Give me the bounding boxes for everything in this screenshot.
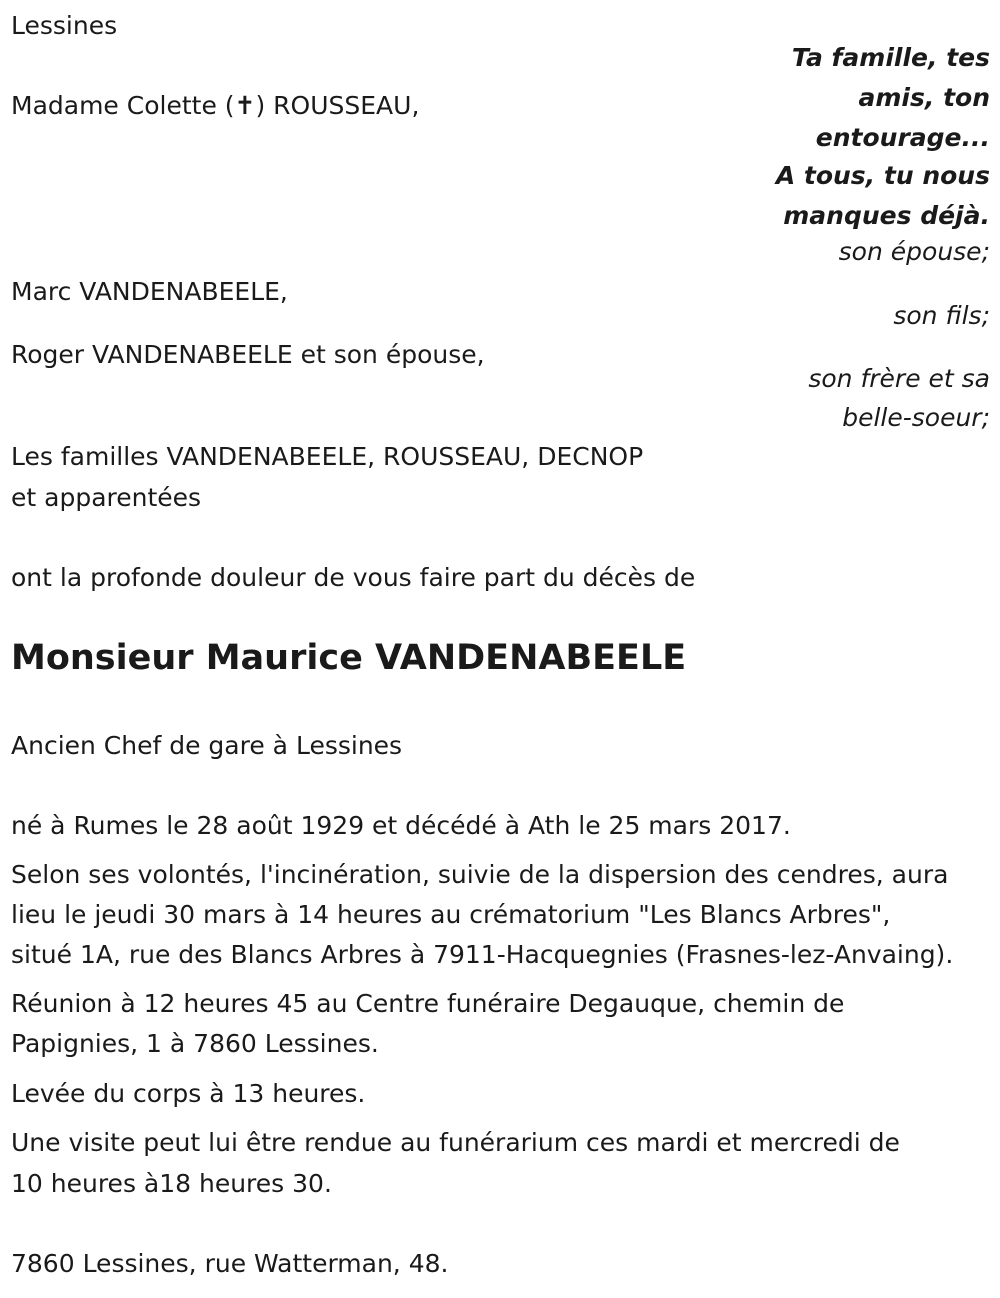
family-member-spouse: Madame Colette (✝) ROUSSEAU, [11,91,420,120]
relation-brother-line-2: belle-soeur; [842,403,990,432]
town-label: Lessines [11,11,118,40]
cremation-line-2: lieu le jeudi 30 mars à 14 heures au crématorium "Les Blancs Arbres", [11,900,891,929]
families-line-1: Les familles VANDENABEELE, ROUSSEAU, DECNOP [11,442,644,471]
announcement-text: ont la profonde douleur de vous faire part du décès de [11,563,696,592]
family-member-brother: Roger VANDENABEELE et son épouse, [11,340,485,369]
quote-line-4: A tous, tu nous [775,161,990,190]
quote-line-5: manques déjà. [783,201,990,230]
birth-death-text: né à Rumes le 28 août 1929 et décédé à Ath le 25 mars 2017. [11,811,791,840]
families-line-2: et apparentées [11,483,202,512]
cremation-line-1: Selon ses volontés, l'incinération, suivie de la dispersion des cendres, aura [11,860,949,889]
cremation-line-3: situé 1A, rue des Blancs Arbres à 7911-Hacquegnies (Frasnes-lez-Anvaing). [11,940,954,969]
visit-line-1: Une visite peut lui être rendue au funérarium ces mardi et mercredi de [11,1128,900,1157]
quote-line-3: entourage... [815,123,990,152]
relation-spouse: son épouse; [838,237,990,266]
visit-line-2: 10 heures à18 heures 30. [11,1169,332,1198]
lifting-text: Levée du corps à 13 heures. [11,1079,366,1108]
relation-brother-line-1: son frère et sa [808,364,990,393]
address-text: 7860 Lessines, rue Watterman, 48. [11,1249,449,1278]
family-member-son: Marc VANDENABEELE, [11,277,288,306]
meeting-line-1: Réunion à 12 heures 45 au Centre funéraire Degauque, chemin de [11,989,845,1018]
occupation-text: Ancien Chef de gare à Lessines [11,731,403,760]
deceased-name: Monsieur Maurice VANDENABEELE [11,638,687,678]
meeting-line-2: Papignies, 1 à 7860 Lessines. [11,1029,379,1058]
relation-son: son fils; [893,301,990,330]
quote-line-1: Ta famille, tes [791,43,990,72]
quote-line-2: amis, ton [858,83,990,112]
